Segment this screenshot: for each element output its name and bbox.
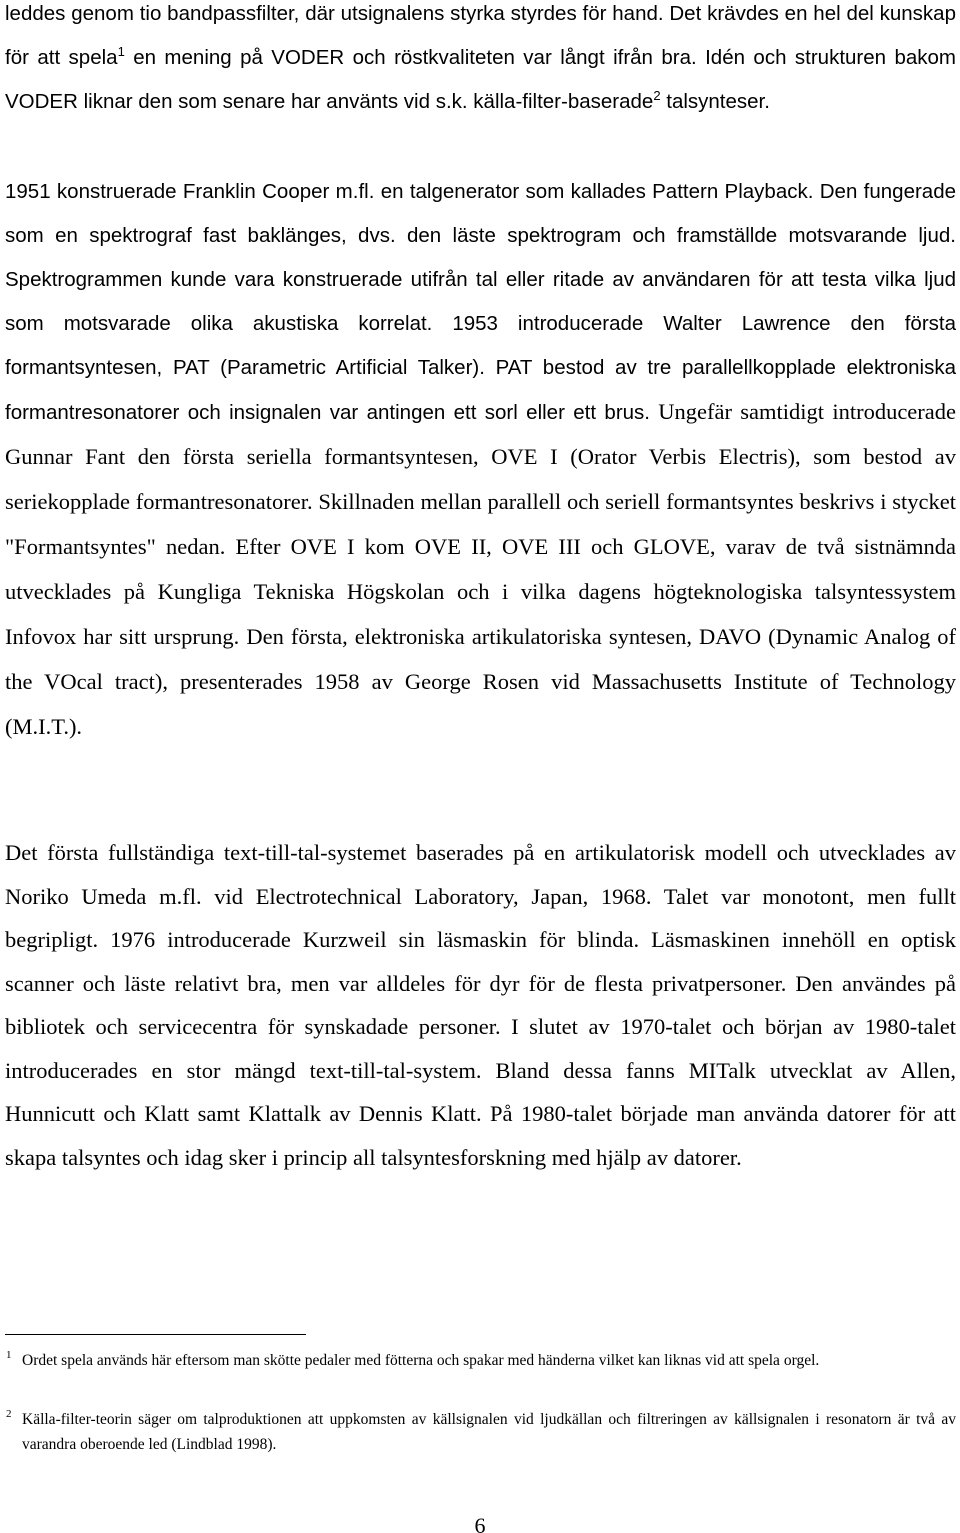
paragraph-voder <box>5 0 956 124</box>
footnote-reference-1[interactable]: 1 <box>117 44 125 60</box>
paragraph-text: 1951 konstruerade Franklin Cooper m.fl. en talgenerator som kallades Pattern Playback. Den fungerade som en spektrograf fast baklänges, dvs. den läste spektrogram och framställde motsvarande ljud. Spektrogrammen kunde vara konstruerade utifrån tal eller ritade av användaren för att testa vilka ljud som motsvarade olika akustiska korrelat. 1953 introducerade Walter Lawrence den första formantsyntesen, PAT (Parametric Artificial Talker). PAT bestod av tre parallellkopplade elektroniska formantresonatorer och insignalen var antingen ett sorl eller ett brus. <box>5 180 956 424</box>
paragraph-formant-synthesis-history <box>5 170 956 750</box>
footnote-mark: 2 <box>6 1408 12 1420</box>
paragraph-text: en mening på VODER och röstkvaliteten var långt ifrån bra. Idén och strukturen bakom VODER liknar den som senare har använts vid s.k. källa-filter-baserade <box>5 46 956 113</box>
paragraph-text: Ungefär samtidigt introducerade Gunnar Fant den första seriella formantsyntesen, OVE I (Orator Verbis Electris), som bestod av seriekopplade formantresonatorer. Skillnaden mellan parallell och seriell formantsyntes beskrivs i stycket "Formantsyntes" nedan. Efter OVE I kom OVE II, OVE III och GLOVE, varav de två sistnämnda utvecklades på Kungliga Tekniska Högskolan och i vilka dagens högteknologiska talsyntessystem Infovox har sitt ursprung. Den första, elektroniska artikulatoriska syntesen, DAVO (Dynamic Analog of the VOcal tract), presenterades 1958 av George Rosen vid Massachusetts Institute of Technology (M.I.T.). <box>5 399 957 739</box>
footnote-1 <box>5 1348 956 1373</box>
paragraph-text: leddes genom tio bandpassfilter, där utsignalens styrka styrdes för hand. Det krävdes en hel del kunskap för att spela <box>5 2 956 69</box>
footnote-2 <box>5 1407 956 1457</box>
footnote-separator <box>5 1334 306 1335</box>
paragraph-text: talsynteser. <box>660 90 770 113</box>
paragraph-text-to-speech-history: Det första fullständiga text-till-tal-systemet baserades på en artikulatorisk modell och utvecklades av Noriko Umeda m.fl. vid Electrotechnical Laboratory, Japan, 1968. Talet var monotont, men fullt begripligt. 1976 introducerade Kurzweil sin läsmaskin för blinda. Läsmaskinen innehöll en optisk scanner och läste relativt bra, men var alldeles för dyr för de flesta privatpersoner. Den användes på bibliotek och servicecentra för synskadade personer. I slutet av 1970-talet och början av 1980-talet introducerades en stor mängd text-till-tal-system. Bland dessa fanns MITalk utvecklat av Allen, Hunnicutt och Klatt samt Klattalk av Dennis Klatt. På 1980-talet började man använda datorer för att skapa talsyntes och idag sker i princip all talsyntesforskning med hjälp av datorer. <box>5 840 956 1170</box>
footnote-reference-2[interactable]: 2 <box>653 88 661 104</box>
footnote-text: Källa-filter-teorin säger om talproduktionen att uppkomsten av källsignalen vid ljudkällan och filtreringen av källsignalen i resonatorn är två av varandra oberoende led (Lindblad 1998). <box>22 1411 956 1453</box>
footnote-mark: 1 <box>6 1349 12 1361</box>
footnote-text: Ordet spela används här eftersom man skötte pedaler med fötterna och spakar med händerna vilket kan liknas vid att spela orgel. <box>22 1352 820 1369</box>
page-number: 6 <box>474 1513 486 1533</box>
